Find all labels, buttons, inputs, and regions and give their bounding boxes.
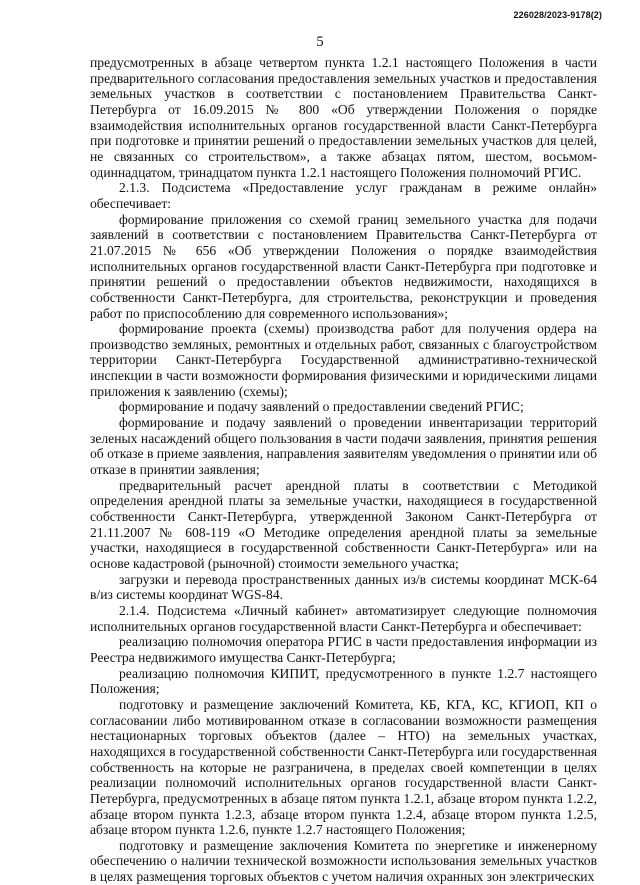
- document-body: [90, 55, 597, 885]
- paragraph-item: реализацию полномочия КИПИТ, предусмотренного в пункте 1.2.7 настоящего Положения;: [90, 665, 597, 697]
- paragraph-item: реализацию полномочия оператора РГИС в части предоставления информации из Реестра недвижимого имущества Санкт-Петербурга;: [90, 634, 597, 665]
- paragraph-item: предварительный расчет арендной платы в соответствии с Методикой определения арендной платы за земельные участки, находящиеся в государственной собственности Санкт-Петербурга, утвержденной Законом Санкт-Петербурга от 21.11.2007 № 608-119 «О Методике определения арендной платы за земельные участки, находящиеся в государственной собственности Санкт-Петербурга» или на основе кадастровой (рыночной) стоимости земельного участка;: [90, 477, 597, 571]
- paragraph-item: подготовку и размещение заключений Комитета, КБ, КГА, КС, КГИОП, КП о согласовании либо мотивированном отказе в согласовании возможности размещения нестационарных торговых объектов (далее – НТО) на земельных участках, находящихся в государственной собственности Санкт-Петербурга или государственная собственность на которые не разграничена, в пределах своей компетенции в целях реализации полномочий исполнительных органов государственной власти Санкт-Петербурга, предусмотренных в абзаце пятом пункта 1.2.1, абзаце втором пункта 1.2.2, абзаце втором пункта 1.2.3, абзаце втором пункта 1.2.4, абзаце втором пункта 1.2.5, абзаце втором пункта 1.2.6, пункте 1.2.7 настоящего Положения;: [90, 696, 597, 838]
- paragraph-item: формирование и подачу заявлений о проведении инвентаризации территорий зеленых насаждений общего пользования в части подачи заявления, принятия решения об отказе в приеме заявления, направления заявителям уведомления о принятии или об отказе в принятии заявления;: [90, 415, 597, 478]
- paragraph-continuation: предусмотренных в абзаце четвертом пункта 1.2.1 настоящего Положения в части предварительного согласования предоставления земельных участков и предоставления земельных участков в соответствии с постановлением Правительства Санкт-Петербурга от 16.09.2015 № 800 «Об утверждении Положения о порядке взаимодействия исполнительных органов государственной власти Санкт-Петербурга при подготовке и принятии решений о предоставлении земельных участков для целей, не связанных со строительством», а также абзацах пятом, шестом, восьмом-одиннадцатом, тринадцатом пункта 1.2.1 настоящего Положения полномочий РГИС.: [90, 55, 597, 180]
- paragraph-item: формирование проекта (схемы) производства работ для получения ордера на производство земляных, ремонтных и отдельных работ, связанных с благоустройством территории Санкт-Петербурга Государственной административно-технической инспекции в части возможности формирования физическими и юридическими лицами приложения к заявлению (схемы);: [90, 321, 597, 399]
- paragraph-item: формирование приложения со схемой границ земельного участка для подачи заявлений в соответствии с постановлением Правительства Санкт-Петербурга от 21.07.2015 № 656 «Об утверждении Положения о порядке взаимодействия исполнительных органов государственной власти Санкт-Петербурга при подготовке и принятии решений о предоставлении объектов недвижимости, находящихся в собственности Санкт-Петербурга, для строительства, реконструкции и проведения работ по приспособлению для современного использования»;: [90, 211, 597, 321]
- paragraph-section-2-1-4: 2.1.4. Подсистема «Личный кабинет» автоматизирует следующие полномочия исполнительных органов государственной власти Санкт-Петербурга и обеспечивает:: [90, 602, 597, 634]
- page-number: 5: [316, 34, 324, 50]
- document-registration-number: 226028/2023-9178(2): [513, 10, 602, 20]
- paragraph-item: подготовку и размещение заключения Комитета по энергетике и инженерному обеспечению о наличии технической возможности использования земельных участков в целях размещения торговых объектов с учетом наличия охранных зон электрических: [90, 837, 597, 885]
- paragraph-item: загрузки и перевода пространственных данных из/в системы координат МСК-64 в/из системы координат WGS-84.: [90, 571, 597, 603]
- paragraph-section-2-1-3: 2.1.3. Подсистема «Предоставление услуг гражданам в режиме онлайн» обеспечивает:: [90, 180, 597, 211]
- paragraph-item: формирование и подачу заявлений о предоставлении сведений РГИС;: [119, 399, 524, 415]
